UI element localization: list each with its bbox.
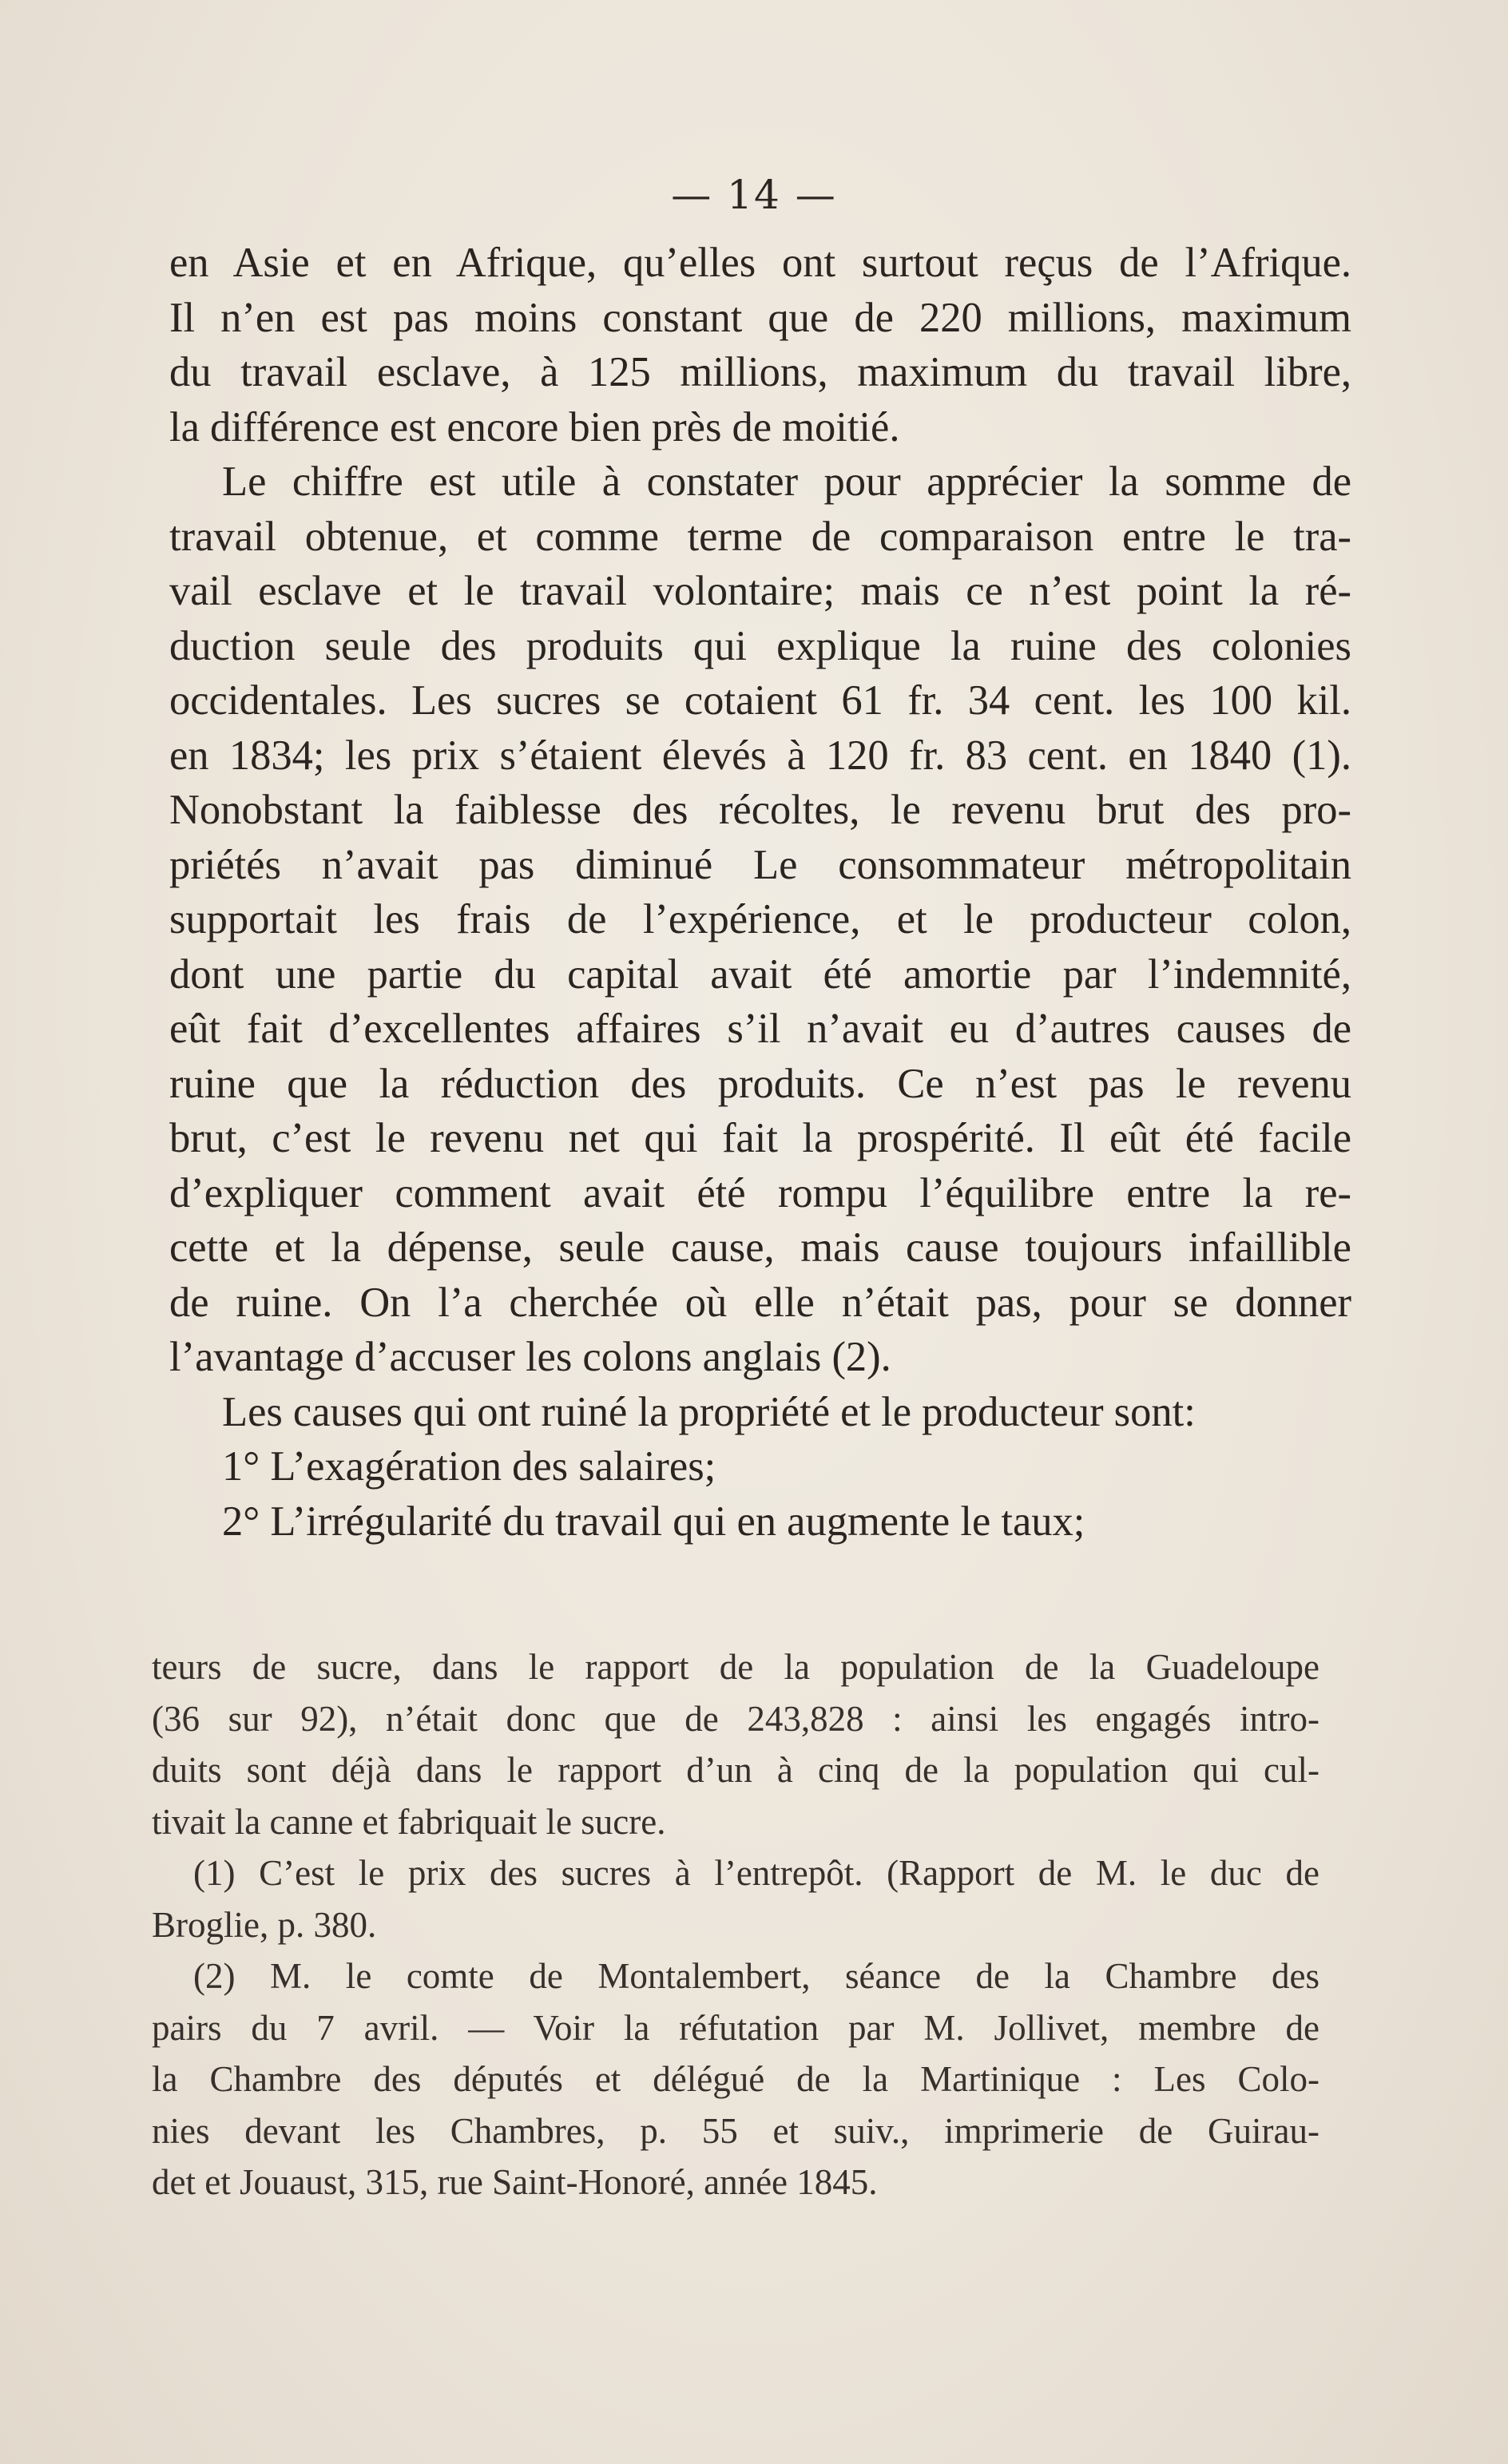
text-line: Il n’en est pas moins constant que de 220 millions, maximum — [169, 294, 1351, 341]
text-line: vail esclave et le travail volontaire; mais ce n’est point la ré- — [169, 568, 1351, 614]
text-line: brut, c’est le revenu net qui fait la prospérité. Il eût été facile — [169, 1115, 1351, 1161]
text-line: Nonobstant la faiblesse des récoltes, le revenu brut des pro- — [169, 787, 1351, 833]
text-line: en 1834; les prix s’étaient élevés à 120 fr. 83 cent. en 1840 (1). — [169, 732, 1351, 779]
text-line: eût fait d’excellentes affaires s’il n’avait eu d’autres causes de — [169, 1006, 1351, 1052]
text-line: priétés n’avait pas diminué Le consommateur métropolitain — [169, 841, 1351, 888]
footnote-line: nies devant les Chambres, p. 55 et suiv., imprimerie de Guirau- — [152, 2110, 1320, 2151]
text-line: supportait les frais de l’expérience, et le producteur colon, — [169, 896, 1351, 942]
text-line: d’expliquer comment avait été rompu l’équilibre entre la re- — [169, 1169, 1351, 1216]
footnote-line: tivait la canne et fabriquait le sucre. — [152, 1801, 666, 1842]
text-line: la différence est encore bien près de moitié. — [169, 403, 900, 450]
text-line: l’avantage d’accuser les colons anglais (2). — [169, 1334, 891, 1380]
text-line: en Asie et en Afrique, qu’elles ont surtout reçus de l’Afrique. — [169, 240, 1351, 286]
footnote-line: pairs du 7 avril. — Voir la réfutation par M. Jollivet, membre de — [152, 2007, 1320, 2048]
text-line: travail obtenue, et comme terme de comparaison entre le tra- — [169, 513, 1351, 560]
text-line: ruine que la réduction des produits. Ce n’est pas le revenu — [169, 1060, 1351, 1107]
footnote-line: det et Jouaust, 315, rue Saint-Honoré, année 1845. — [152, 2162, 878, 2202]
text-line: 2° L’irrégularité du travail qui en augmente le taux; — [222, 1498, 1085, 1545]
footnote-line: duits sont déjà dans le rapport d’un à cinq de la population qui cul- — [152, 1750, 1320, 1790]
main-text — [169, 236, 1351, 1549]
footnotes — [152, 1641, 1320, 2208]
footnote-line: la Chambre des députés et délégué de la Martinique : Les Colo- — [152, 2059, 1320, 2099]
text-line: 1° L’exagération des salaires; — [222, 1443, 716, 1490]
text-line: Les causes qui ont ruiné la propriété et le producteur sont: — [222, 1388, 1196, 1435]
footnote-line: (36 sur 92), n’était donc que de 243,828 : ainsi les engagés intro- — [152, 1698, 1320, 1739]
text-line: de ruine. On l’a cherchée où elle n’était pas, pour se donner — [169, 1279, 1351, 1326]
text-line: cette et la dépense, seule cause, mais cause toujours infaillible — [169, 1224, 1351, 1271]
text-line: dont une partie du capital avait été amortie par l’indemnité, — [169, 950, 1351, 998]
footnote-line: teurs de sucre, dans le rapport de la population de la Guadeloupe — [152, 1647, 1320, 1687]
footnote-line: Broglie, p. 380. — [152, 1904, 377, 1945]
page-number: — 14 — — [671, 172, 837, 218]
footnote-line: (2) M. le comte de Montalembert, séance de la Chambre des — [193, 1956, 1320, 1996]
text-line: du travail esclave, à 125 millions, maximum du travail libre, — [169, 349, 1351, 395]
text-line: Le chiffre est utile à constater pour apprécier la somme de — [222, 458, 1351, 505]
text-line: occidentales. Les sucres se cotaient 61 fr. 34 cent. les 100 kil. — [169, 677, 1351, 724]
text-line: duction seule des produits qui explique la ruine des colonies — [169, 622, 1351, 669]
footnote-line: (1) C’est le prix des sucres à l’entrepôt. (Rapport de M. le duc de — [193, 1853, 1320, 1893]
